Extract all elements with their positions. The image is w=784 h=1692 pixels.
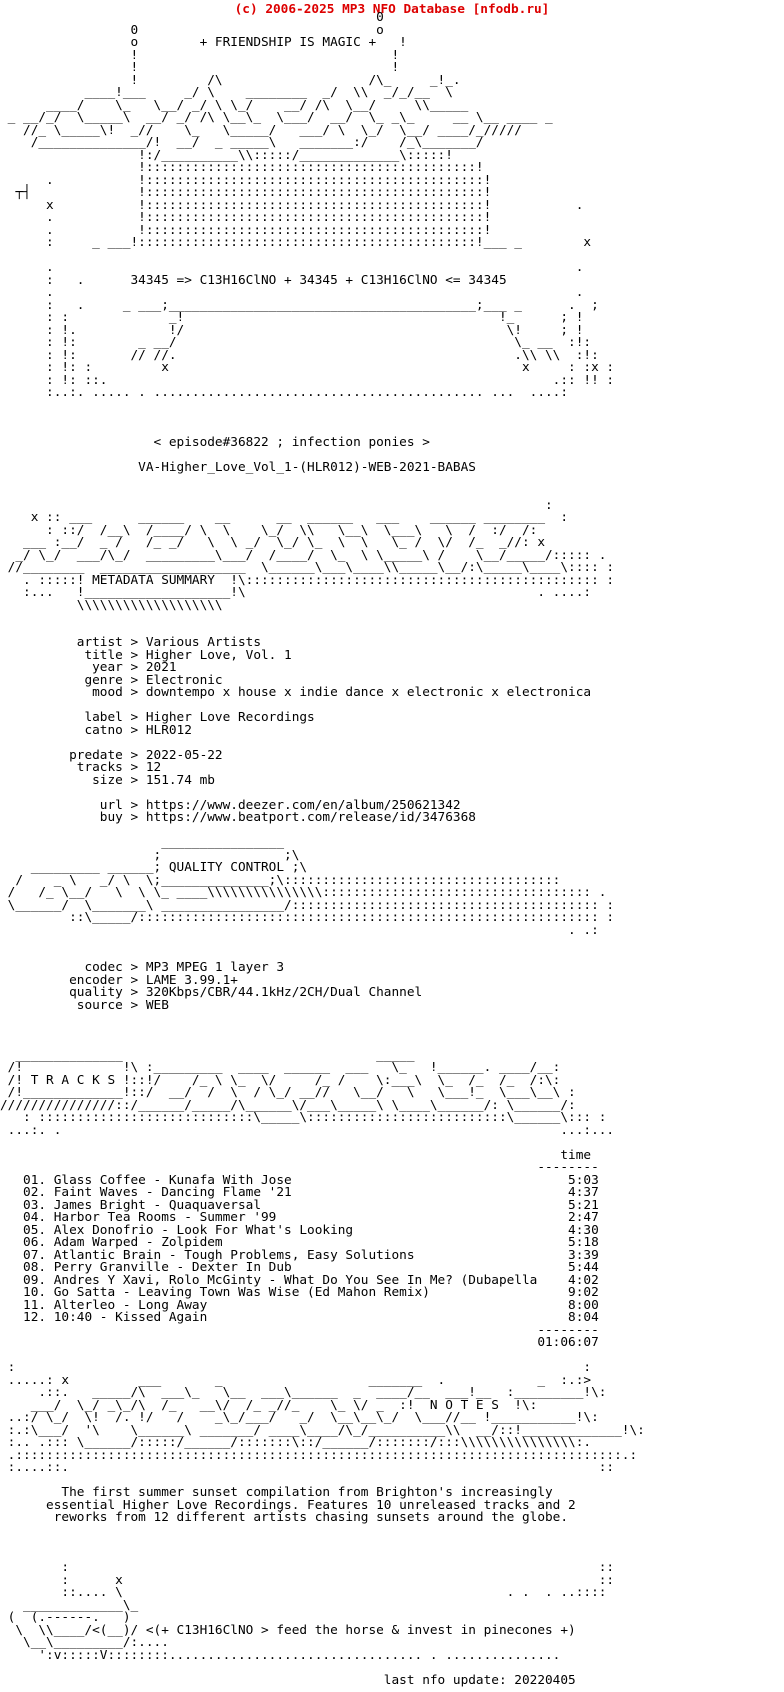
nfo-line: . !::::::::::::::::::::::::::::::::::::::::::::! (0, 222, 492, 238)
nfo-line: 03. James Bright - Quaquaversal 5:21 (0, 1197, 599, 1213)
nfo-line: _________ ______; QUALITY CONTROL ;\ (0, 860, 308, 875)
nfo-line: : . 34345 => C13H16ClNO + 34345 + C13H16ClNO <= 34345 (0, 272, 507, 288)
nfo-line: 0 (0, 10, 384, 25)
nfo-line: . . (0, 285, 584, 300)
nfo-line (0, 1525, 645, 1538)
nfo-line: ::.... \ . . . ..:::: (0, 1585, 607, 1600)
nfo-line: : : (0, 1360, 592, 1375)
nfo-line (0, 475, 645, 488)
nfo-line: url > https://www.deezer.com/en/album/250621342 (0, 797, 461, 813)
nfo-line: 09. Andres Y Xavi, Rolo McGinty - What Do You See In Me? (Dubapella 4:02 (0, 1272, 599, 1288)
nfo-line: < episode#36822 ; infection ponies > (0, 435, 430, 450)
nfo-line: /! T R A C K S !::!/ /_ \ \_ \/ /_ / \:___\ \_ /_ /_ /:\: (0, 1072, 561, 1088)
nfo-line: : (0, 497, 553, 513)
nfo-line: ; ;\ (0, 847, 300, 863)
nfo-line: buy > https://www.beatport.com/release/id/3476368 (0, 810, 476, 825)
nfo-line: : !: : x x : :x : (0, 360, 615, 375)
nfo-line: 10. Go Satta - Leaving Town Was Wise (Ed Mahon Remix) 9:02 (0, 1285, 599, 1300)
nfo-line: //_ \_____\! _// \_ \_____/ ___/ \ \_/ \__/ ____/_///// (0, 122, 522, 138)
nfo-line: quality > 320Kbps/CBR/44.1kHz/2CH/Dual Channel (0, 985, 423, 1000)
nfo-line: year > 2021 (0, 660, 177, 675)
nfo-line (0, 1012, 645, 1025)
nfo-line: ! ! (0, 60, 400, 75)
nfo-line: time (0, 1147, 592, 1163)
nfo-line: ::\_____/:::::::::::::::::::::::::::::::::::::::::::::::::::::::::::: : (0, 910, 615, 925)
nfo-line: :.. .::: \______/:::::/______/:::::::\::/______/:::::::/:::\\\\\\\\\\\\\\\:. (0, 1435, 592, 1450)
nfo-line: 08. Perry Granville - Dexter In Dub 5:44 (0, 1260, 599, 1275)
nfo-line: catno > HLR012 (0, 722, 192, 738)
nfo-line: :... !___________________!\ . ....: (0, 585, 592, 600)
nfo-line: / /_ \__/ \ \ \_ ____\\\\\\\\\\\\\\\::::::::::::::::::::::::::::::::::: . (0, 885, 607, 900)
nfo-line: size > 151.74 mb (0, 772, 215, 788)
nfo-line: 01:06:07 (0, 1335, 599, 1350)
nfo-line: : !: // //. .\\ \\ :!: (0, 347, 599, 363)
nfo-line: ____/ \_ \__/ _/ \ \_/ __/ /\ \__/ \\_____ (0, 97, 469, 113)
nfo-line: 01. Glass Coffee - Kunafa With Jose 5:03 (0, 1172, 599, 1188)
nfo-line: 07. Atlantic Brain - Tough Problems, Easy Solutions 3:39 (0, 1247, 599, 1263)
nfo-line: _____________\_ (0, 1597, 139, 1613)
nfo-line: The first summer sunset compilation from Brighton's increasingly (0, 1485, 553, 1500)
nfo-line: : : _! !_ ; ! (0, 310, 584, 325)
nfo-line (0, 937, 645, 950)
nfo-line: 04. Harbor Tea Rooms - Summer '99 2:47 (0, 1210, 599, 1225)
nfo-line: ____!___ _/ \ ________ _/ \\ _/_/__ \ (0, 85, 453, 100)
nfo-line: _/ \_/ ___/\_/ _________\___/ /____/ \_ \ \_____\ / \__/_____/::::: . (0, 547, 607, 563)
nfo-line: source > WEB (0, 997, 169, 1013)
nfo-line: . :::::! METADATA SUMMARY !\:::::::::::::::::::::::::::::::::::::::::::::: : (0, 572, 615, 588)
nfo-line: /______________/! __/ _ _____\ _______:/ /_\_______/ (0, 135, 484, 150)
nfo-line: /!_____________!::/ __/ / \ / \_/ __// \__/ \ \___!_ \___\__\ : (0, 1085, 576, 1100)
nfo-line: genre > Electronic (0, 672, 223, 688)
nfo-line: tracks > 12 (0, 760, 162, 775)
nfo-line: VA-Higher_Love_Vol_1-(HLR012)-WEB-2021-BABAS (0, 460, 476, 475)
nfo-line: -------- (0, 1160, 599, 1175)
nfo-line: !:/__________\\:::::/_____________\:::::! (0, 147, 453, 163)
nfo-line: 12. 10:40 - Kissed Again 8:04 (0, 1310, 599, 1325)
nfo-line (0, 412, 645, 425)
nfo-line: \__\_________/:.... (0, 1635, 169, 1650)
nfo-line: last nfo update: 20220405 (0, 1672, 576, 1688)
nfo-line: _ __/_/ \_____\ __/ _/ /\ \__\_ \___/ __/ \_ _\_ __ \__ ____ _ (0, 110, 553, 125)
copyright-text: (c) 2006-2025 MP3 NFO Database [nfodb.ru] (234, 2, 550, 17)
nfo-line: : _ ___!::::::::::::::::::::::::::::::::::::::::::::!___ _ x (0, 235, 592, 250)
nfo-line: : ::/ /__\ /____/ \ \ \_/ \\ \__\ \___\ \ / :/ /: (0, 522, 538, 538)
nfo-line: //________ ___________________ \______\___\____\\_____\__/:\_____\____\:::: : (0, 560, 615, 575)
nfo-line (0, 1025, 645, 1038)
nfo-line: artist > Various Artists (0, 635, 261, 650)
nfo-line: ':v:::::V::::::::................................. . ............... (0, 1647, 561, 1663)
nfo-line: codec > MP3 MPEG 1 layer 3 (0, 960, 285, 975)
nfo-line: : . _ ___;________________________________________;___ _ . ; (0, 297, 599, 313)
nfo-line: ...:. . ...:... (0, 1122, 615, 1138)
nfo-line: . .: (0, 922, 599, 938)
nfo-line: : :: (0, 1560, 615, 1575)
nfo-line: o + FRIENDSHIP IS MAGIC + ! (0, 35, 407, 50)
nfo-line: ______________ _____ (0, 1047, 415, 1063)
nfo-line: -------- (0, 1322, 599, 1338)
nfo-line: .:::::::::::::::::::::::::::::::::::::::::::::::::::::::::::::::::::::::::::::::.: (0, 1447, 638, 1463)
nfo-line: \ \\____/<(__)/ <(+ C13H16ClNO > feed the horse & invest in pinecones +) (0, 1622, 576, 1638)
nfo-line: : !: ::. .:: !! : (0, 372, 615, 388)
nfo-line: encoder > LAME 3.99.1+ (0, 972, 238, 988)
nfo-line: . !::::::::::::::::::::::::::::::::::::::::::::! (0, 210, 492, 225)
nfo-line: ! ! (0, 47, 400, 63)
nfo-line: mood > downtempo x house x indie dance x electronic x electronica (0, 685, 592, 700)
nfo-line: . . (0, 260, 584, 275)
nfo-line: predate > 2022-05-22 (0, 747, 223, 763)
nfo-line: ..:/ \_/ \! /. !/ / _\_/___/ _/ \__\__\_/ \___//__ !___________!\: (0, 1410, 599, 1425)
nfo-line: reworks from 12 different artists chasing sunsets around the globe. (0, 1510, 569, 1525)
nfo-line: : x :: (0, 1572, 615, 1588)
nfo-line: : !. !/ \! ; ! (0, 322, 584, 338)
nfo-line: label > Higher Love Recordings (0, 710, 315, 725)
nfo-line: ! /\ /\_ _!_. (0, 72, 461, 88)
nfo-line: . !::::::::::::::::::::::::::::::::::::::::::::! (0, 172, 492, 188)
nfo-line (0, 1537, 645, 1550)
nfo-line: ___ :__/ _ / /_ _/ \ \ _/ \_/ \_ \ \ \_ / \/ /_ _//: x (0, 535, 546, 550)
nfo-line: \\\\\\\\\\\\\\\\\\\ (0, 597, 223, 613)
nfo-line: 11. Alterleo - Long Away 8:00 (0, 1297, 599, 1313)
nfo-line: ┬┤ !::::::::::::::::::::::::::::::::::::::::::::! (0, 185, 492, 200)
nfo-line: ________________ (0, 835, 285, 850)
nfo-line: .::. _____/\ ___\_ \__ ___\______ _ ____/__ ___!__ :_________!\: (0, 1385, 607, 1400)
nfo-line: .....: x ___ _ _______ . _ :.:> (0, 1372, 592, 1388)
nfo-line: x !::::::::::::::::::::::::::::::::::::::::::::! . (0, 197, 584, 213)
nfo-line: essential Higher Love Recordings. Features 10 unreleased tracks and 2 (0, 1497, 576, 1513)
nfo-line (0, 400, 645, 413)
nfo-line: :....::. :: (0, 1460, 615, 1475)
nfo-line: /! !\ :_________ ____ ______ ___ \_ !______. ____/__: (0, 1060, 561, 1075)
nfo-line: title > Higher Love, Vol. 1 (0, 647, 292, 663)
nfo-line: ___/ \_/ _\_/\ /_ __\/ /_ _//_ \_ \/ _ :! N O T E S !\: (0, 1397, 538, 1413)
nfo-line: : !: _ __/ \_ __ :!: (0, 335, 592, 350)
nfo-line: 02. Faint Waves - Dancing Flame '21 4:37 (0, 1185, 599, 1200)
nfo-line: 06. Adam Warped - Zolpidem 5:18 (0, 1235, 599, 1250)
nfo-line: 05. Alex Donofrio - Look For What's Looking 4:30 (0, 1222, 599, 1238)
nfo-line: / _ \ _/ \ \;______________;\:::::::::::::::::::::::::::::::::::: (0, 872, 561, 888)
nfo-art-document (0, 12, 645, 1687)
nfo-line: :.:\___/ '\ \______\ _______/ ____\____/\_/__________\\ __/::!_____________!\: (0, 1422, 645, 1438)
nfo-line (0, 612, 645, 625)
nfo-line: 0 o (0, 22, 384, 38)
nfo-line: x :: ___ ______ __ __ ______ ___ ______ ________ : (0, 510, 569, 525)
nfo-line: ( (.------. ) (0, 1610, 131, 1625)
nfo-line: \______/ \_______\ ________________/:::::::::::::::::::::::::::::::::::::::: : (0, 897, 615, 913)
nfo-line: : ::::::::::::::::::::::::::::\_____\::::::::::::::::::::::::::\______\::: : (0, 1110, 607, 1125)
nfo-line: !:::::::::::::::::::::::::::::::::::::::::::! (0, 160, 484, 175)
nfo-line: :..:. ..... . ........................................... ... ....: (0, 385, 569, 400)
nfo-line: ///////////////::/______/_____/\______\/___\_____\ \____\______/: \______/: (0, 1097, 576, 1113)
